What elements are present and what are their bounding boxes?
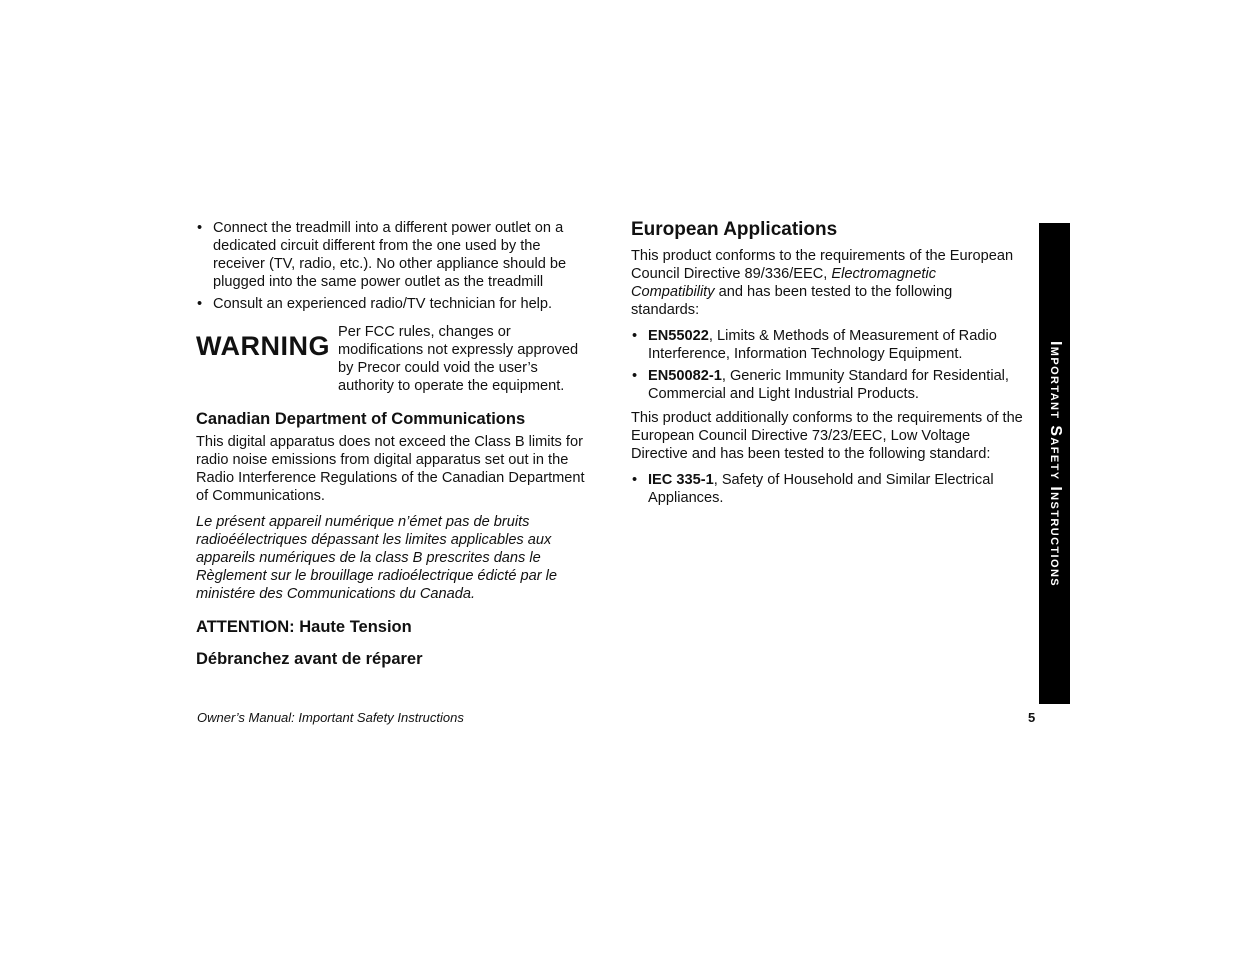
intro-text-end: and has been tested to the following standards: [631, 284, 953, 318]
footer-title: Owner’s Manual: Important Safety Instructions [197, 710, 464, 725]
list-item: • Connect the treadmill into a different power outlet on a dedicated circuit different from the one used by the receiver (TV, radio, etc.). No other appliance should be plugged into the same power outlet as the treadmill [196, 219, 588, 291]
interference-bullets [196, 219, 588, 313]
list-item [631, 367, 1023, 403]
page-number: 5 [1028, 710, 1036, 725]
right-column [631, 219, 1023, 511]
additional-text: This product additionally conforms to the requirements of the European Council Directive 73/23/EEC, Low Voltage Directive and has been tested to the following standard: [631, 410, 1023, 462]
canadian-french-text: Le présent appareil numérique n’émet pas de bruits radioéélectriques dépassant les limites applicables aux appareils numériques de la class B prescrites dans le Règlement sur le brouillage radioélectrique édicté par le ministére des Communications du Canada. [196, 514, 557, 602]
canadian-text: This digital apparatus does not exceed the Class B limits for radio noise emissions from digital apparatus set out in the Radio Interference Regulations of the Canadian Department of Communications. [196, 434, 585, 504]
european-heading: European Applications [631, 219, 838, 240]
standard-text: , Limits & Methods of Measurement of Radio Interference, Information Technology Equipment. [648, 328, 997, 362]
debranchez-heading: Débranchez avant de réparer [196, 650, 423, 668]
list-item [631, 471, 1023, 507]
section-tab-label: Important Safety Instructions [1046, 340, 1064, 587]
standard-text: , Safety of Household and Similar Electrical Appliances. [648, 472, 994, 506]
warning-box [196, 323, 588, 395]
attention-heading: ATTENTION: Haute Tension [196, 618, 412, 636]
intro-emphasis: Electromagnetic Compatibility [631, 266, 936, 300]
warning-text: Per FCC rules, changes or modifications not expressly approved by Precor could void the user’s authority to operate the equipment. [338, 324, 579, 394]
standards-list [631, 327, 1023, 403]
standard-code: EN55022 [648, 328, 709, 344]
european-intro [631, 247, 1023, 319]
standard-text: , Generic Immunity Standard for Residential, Commercial and Light Industrial Products. [648, 368, 1009, 402]
section-tab [1039, 223, 1070, 704]
canadian-heading: Canadian Department of Communications [196, 410, 526, 428]
list-item [631, 327, 1023, 363]
standard-code: EN50082-1 [648, 368, 722, 384]
standard-code: IEC 335-1 [648, 472, 714, 488]
intro-text: This product conforms to the requirements of the European Council Directive 89/336/EEC, [631, 248, 1014, 282]
iec-list [631, 471, 1023, 507]
list-item: • Consult an experienced radio/TV technician for help. [196, 295, 588, 313]
left-column [196, 219, 588, 673]
warning-label: WARNING [196, 331, 330, 361]
